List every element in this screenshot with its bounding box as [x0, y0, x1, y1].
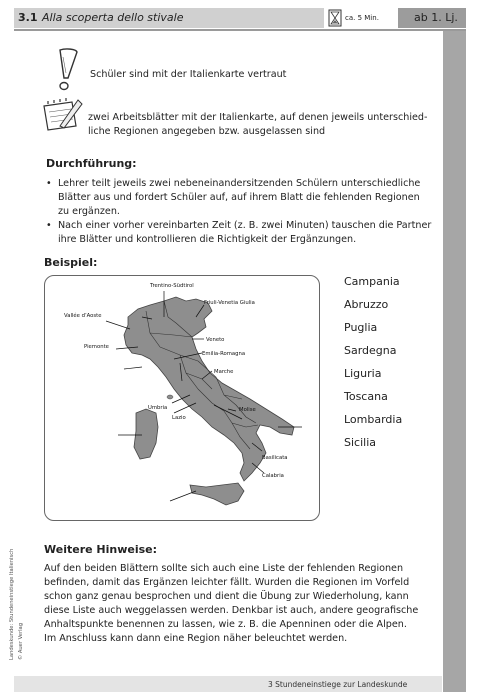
map-label-basilicata: Basilicata: [262, 455, 288, 461]
procedure-list: [44, 177, 440, 247]
footer-chapter-label: 3 Stundeneinstiege zur Landeskunde: [268, 680, 408, 689]
map-label-veneto: Veneto: [206, 337, 225, 343]
example-heading: Beispiel:: [44, 256, 98, 269]
further-notes-line: Anhaltspunkte benennen zu lassen, wie z. B. die Apenninen oder die Alpen.: [44, 619, 407, 630]
map-label-molise: Molise: [239, 407, 256, 413]
further-notes-text: [44, 562, 440, 646]
further-notes-line: schon ganz genau besprochen und dient die Übung zur Wiederholung, kann: [44, 591, 409, 602]
further-notes-line: befinden, damit das Ergänzen leichter fällt. Wurden die Regionen im Vorfeld: [44, 577, 410, 588]
region-item: Liguria: [344, 367, 382, 380]
further-notes-line: Auf den beiden Blättern sollte sich auch eine Liste der fehlenden Regionen: [44, 563, 404, 574]
map-label-calabria: Calabria: [262, 473, 284, 479]
duration-label: ca. 5 Min.: [345, 14, 379, 22]
header-rule: [14, 29, 466, 31]
further-notes-line: diese Liste auch weggelassen werden. Denkbar ist auch, andere geografische: [44, 605, 419, 616]
notepad-icon: [38, 96, 84, 136]
sardinia: [134, 409, 158, 459]
map-label-piemonte: Piemonte: [84, 344, 109, 350]
sicily: [190, 483, 244, 505]
region-item: Toscana: [344, 390, 388, 403]
region-item: Abruzzo: [344, 298, 389, 311]
side-copyright-line-2: © Auer Verlag: [18, 622, 24, 660]
region-item: Lombardia: [344, 413, 403, 426]
region-item: Sicilia: [344, 436, 376, 449]
hourglass-icon: [328, 9, 342, 27]
further-notes-heading: Weitere Hinweise:: [44, 543, 158, 556]
side-copyright-line-1: Landeskunde: Stundeneinstiege Italienisch: [9, 548, 15, 660]
procedure-bullet-1-line-2: Blätter aus und fordert Schüler auf, auf ihrem Blatt die fehlenden Regionen: [58, 192, 420, 203]
missing-regions-list: [344, 270, 402, 454]
map-label-trentino: Trentino-Südtirol: [150, 283, 194, 289]
procedure-bullet-1-line-1: • Lehrer teilt jeweils zwei nebeneinandersitzenden Schülern unterschiedliche: [58, 178, 421, 189]
materials-line-1: zwei Arbeitsblätter mit der Italienkarte, auf denen jeweils unterschied-: [88, 112, 428, 123]
materials-line-2: liche Regionen angegeben bzw. ausgelassen sind: [88, 126, 326, 137]
map-label-umbria: Umbria: [148, 405, 168, 411]
exclamation-icon: [52, 48, 80, 94]
map-label-valle-d-aoste: Vallée d’Aoste: [64, 313, 102, 319]
region-item: Campania: [344, 275, 400, 288]
procedure-bullet: [44, 219, 440, 247]
prerequisite-text: Schüler sind mit der Italienkarte vertraut: [90, 69, 287, 80]
section-number: 3.1: [18, 11, 38, 24]
level-label: ab 1. Lj.: [414, 11, 458, 24]
map-label-emilia-romagna: Emilia-Romagna: [202, 351, 246, 357]
procedure-bullet-2-line-2: ihre Blätter und kontrollieren die Richtigkeit der Ergänzungen.: [58, 234, 357, 245]
region-item: Sardegna: [344, 344, 397, 357]
region-item: Puglia: [344, 321, 378, 334]
further-notes-line: Im Anschluss kann dann eine Region näher beleuchtet werden.: [44, 633, 348, 644]
map-label-marche: Marche: [214, 369, 234, 375]
side-stripe: [443, 31, 466, 668]
map-label-friuli: Friuli-Venetia Giulia: [204, 300, 255, 306]
procedure-heading: Durchführung:: [46, 157, 137, 170]
procedure-bullet-1-line-3: zu ergänzen.: [58, 206, 120, 217]
procedure-bullet-2-line-1: • Nach einer vorher vereinbarten Zeit (z. B. zwei Minuten) tauschen die Partner: [58, 220, 432, 231]
section-title: Alla scoperta dello stivale: [42, 11, 184, 24]
procedure-bullet: [44, 177, 440, 219]
map-label-lazio: Lazio: [172, 415, 186, 421]
footer-side-block: [443, 668, 466, 692]
